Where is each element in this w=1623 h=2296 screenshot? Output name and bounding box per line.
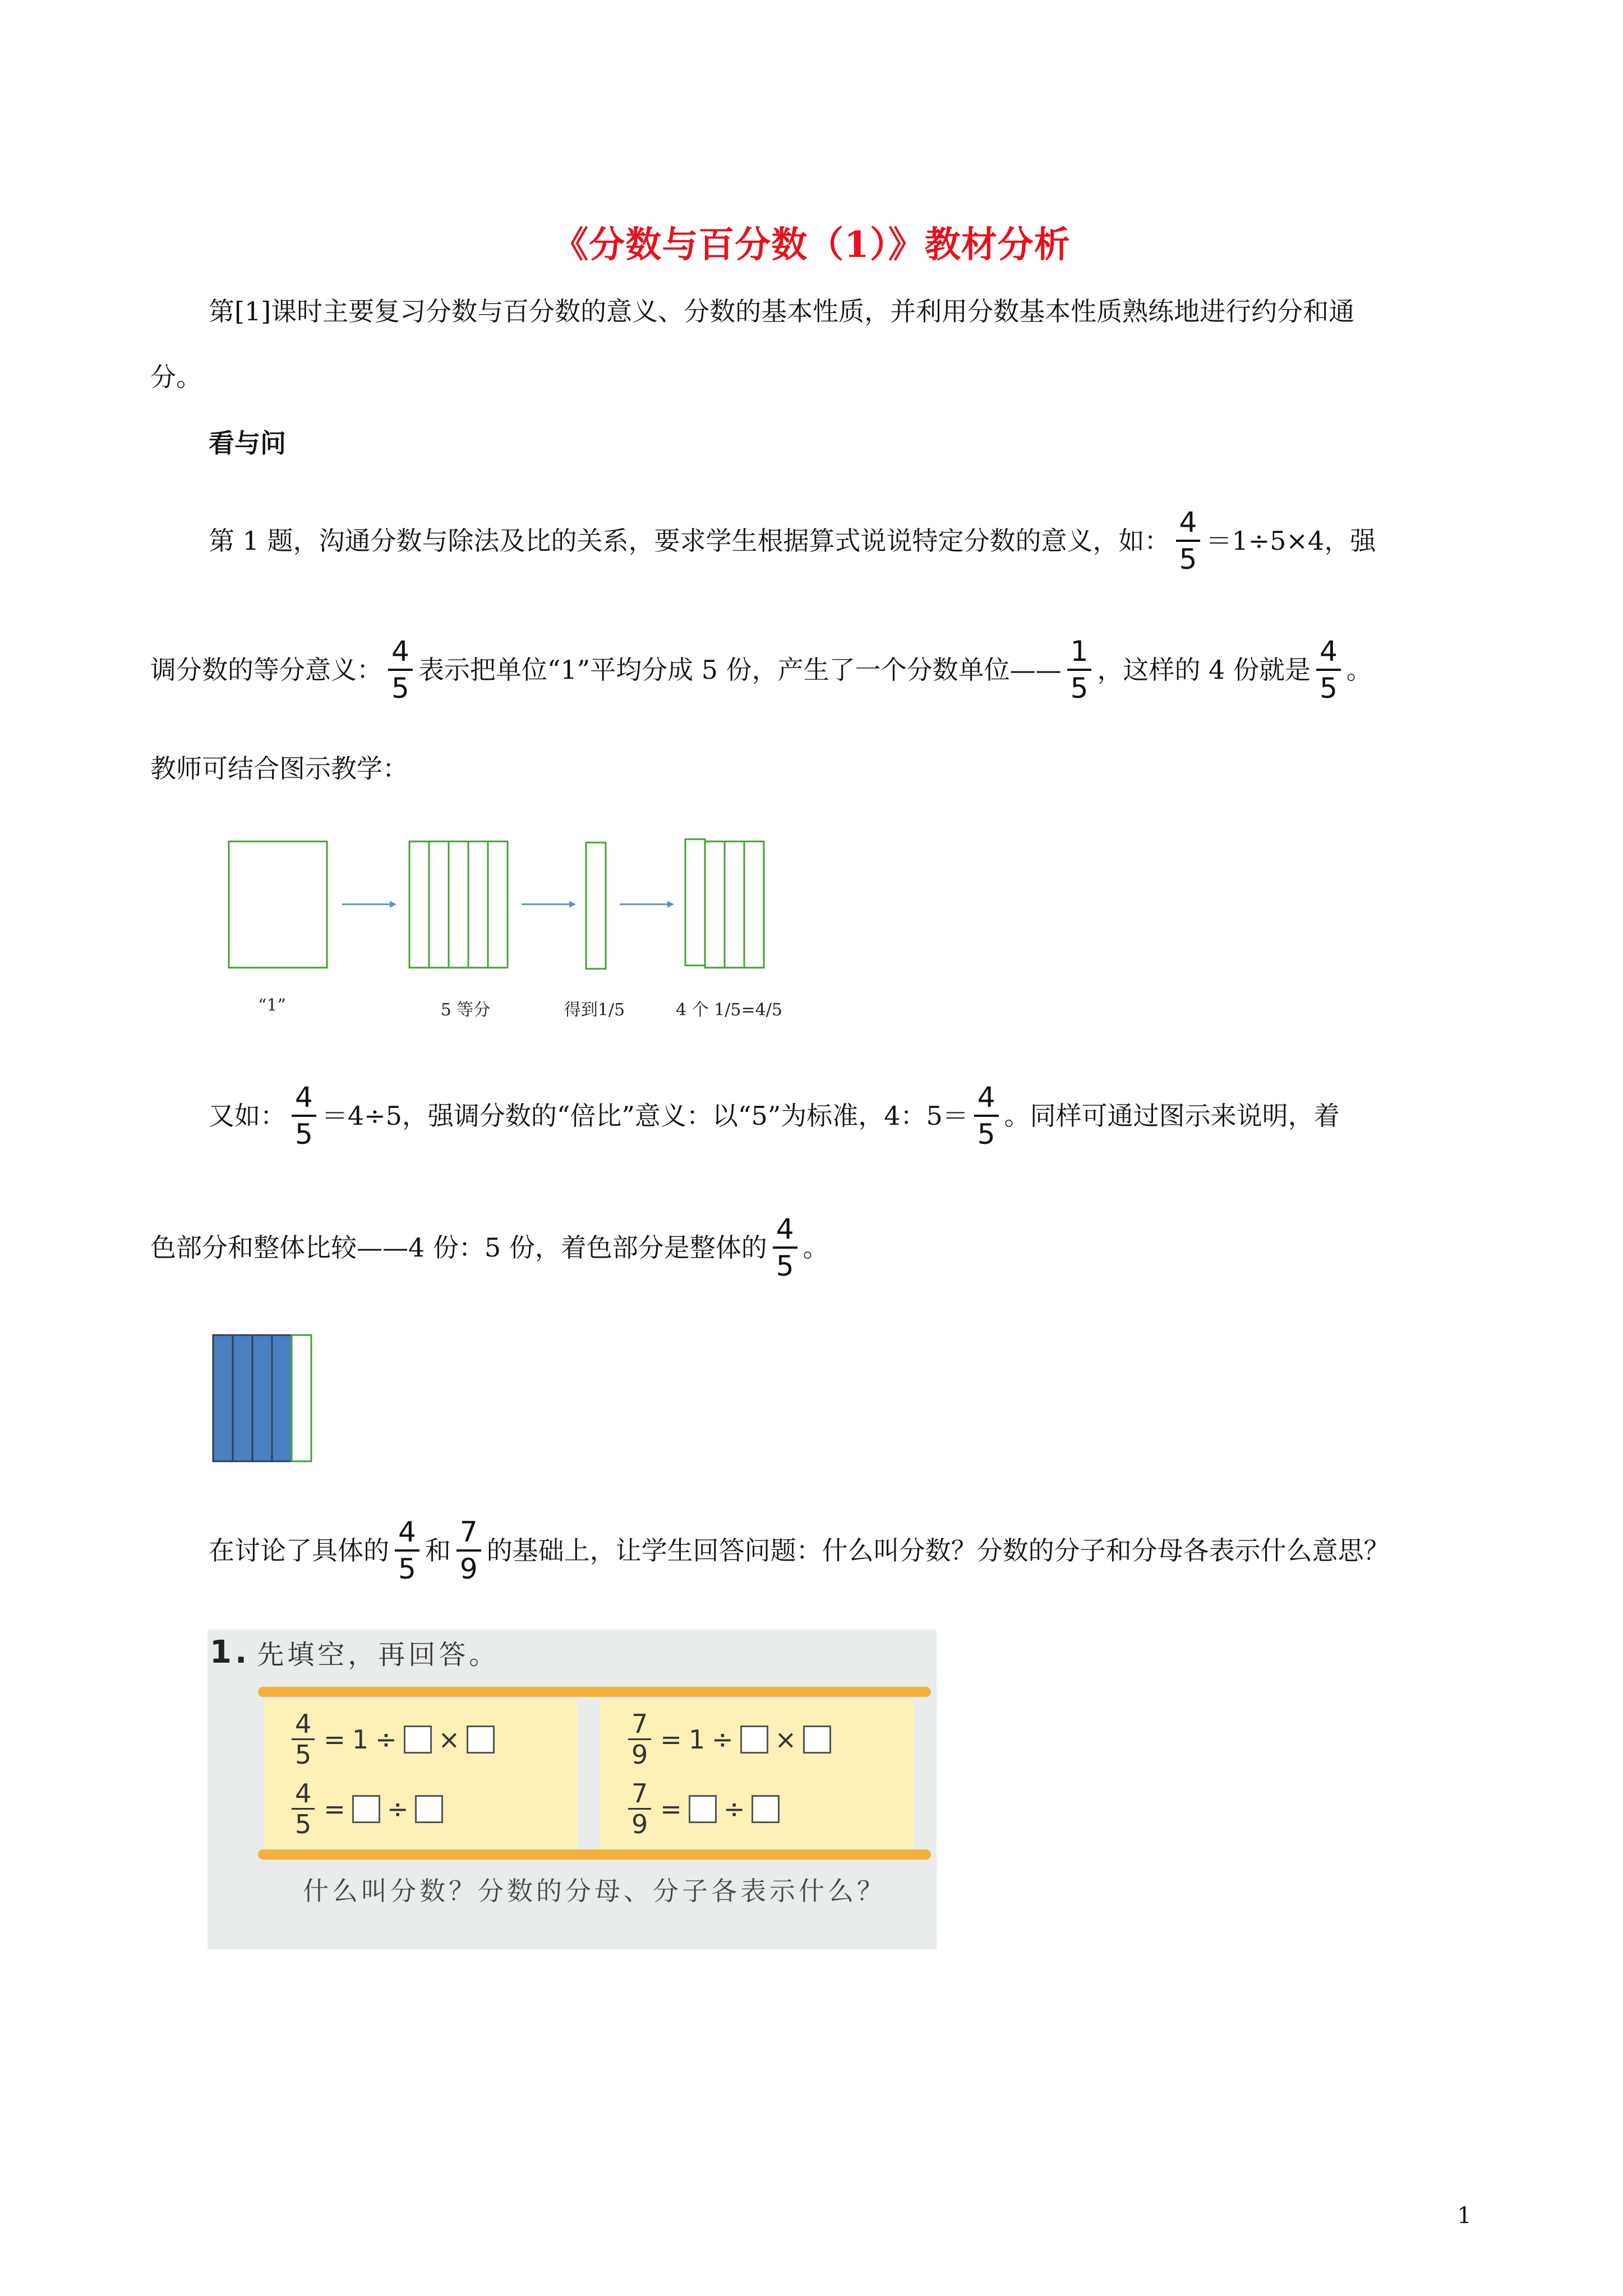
fraction-4-5 [974,1080,999,1152]
equals-sign: = [660,1724,682,1755]
intro-line-2: 分。 [150,362,202,392]
shaded-part [213,1335,233,1461]
q1-line-2 [150,634,1372,706]
discussion-text-a: 在讨论了具体的 [209,1535,389,1566]
denominator: 9 [459,1553,478,1585]
numerator: 7 [628,1779,651,1810]
one: 1 [352,1724,369,1755]
numerator: 7 [457,1515,481,1552]
equation-7-9-division [628,1779,783,1839]
numerator: 4 [292,1779,315,1810]
divide-sign: ÷ [375,1724,397,1755]
q1b-text-b: ＝4÷5，强调分数的“倍比”意义：以“5”为标准，4：5＝ [321,1101,969,1131]
numerator: 4 [1316,634,1341,671]
left-panel [264,1700,578,1849]
q1b-line-2 [150,1212,829,1283]
diagram-caption-5-parts: 5 等分 [440,1000,491,1020]
part-rect [488,841,508,968]
blank-box[interactable] [352,1795,380,1823]
whole-unit-rect [229,841,327,968]
q1-line-3: 教师可结合图示教学： [150,753,408,784]
discussion-text-c: 的基础上，让学生回答问题：什么叫分数？分数的分子和分母各表示什么意思？ [486,1535,1390,1566]
arrow-head [390,901,396,908]
blank-box[interactable] [689,1795,717,1823]
top-band [258,1687,931,1697]
unshaded-part [292,1335,311,1461]
numerator: 4 [1176,505,1201,542]
fraction-4-5 [773,1212,797,1283]
part-rect [449,841,468,968]
numerator: 4 [292,1709,315,1740]
section-heading: 看与问 [209,428,286,458]
fraction-7-9 [457,1515,481,1586]
q1-text-f: 。 [1346,655,1372,685]
exercise-question-text: 什么叫分数？分数的分母、分子各表示什么？ [303,1876,886,1906]
discussion-line [209,1515,1390,1586]
denominator: 5 [398,1553,416,1585]
numerator: 7 [628,1709,651,1740]
document-title: 《分数与百分数（1）》教材分析 [552,224,1071,266]
blank-box[interactable] [404,1726,432,1754]
denominator: 5 [1070,672,1089,705]
q1-text-d: 表示把单位“1”平均分成 5 份，产生了一个分数单位—— [418,655,1062,685]
q1-text-e: ，这样的 4 份就是 [1097,655,1311,685]
denominator: 5 [1179,543,1197,576]
arrow-head [569,901,576,908]
shaded-part [252,1335,272,1461]
fraction-4-5 [388,634,413,706]
numerator: 4 [773,1212,797,1249]
fraction-4-5 [292,1080,316,1152]
numerator: 4 [292,1080,316,1117]
denominator: 5 [295,1809,312,1839]
equals-sign: = [660,1793,682,1824]
blank-box[interactable] [740,1726,768,1754]
bottom-band [258,1849,931,1860]
part-rect [685,839,705,965]
fraction-4-5 [1176,505,1201,577]
blank-box[interactable] [467,1726,495,1754]
equation-4-5-division-times [292,1709,498,1769]
denominator: 5 [391,672,409,705]
exercise-number: 1. [210,1634,251,1671]
divide-sign: ÷ [712,1724,734,1755]
times-sign: × [774,1724,797,1755]
q1b-line-1 [209,1080,1340,1152]
shaded-part [272,1335,292,1461]
q1b-text-c: 。同样可通过图示来说明，着 [1004,1101,1340,1131]
one: 1 [688,1724,706,1755]
times-sign: × [438,1724,460,1755]
numerator: 4 [395,1515,419,1552]
exercise-question [208,1871,925,1911]
q1b-text-e: 。 [803,1232,829,1263]
single-fifth-rect [586,843,606,969]
denominator: 9 [631,1809,648,1839]
denominator: 5 [776,1250,794,1282]
fraction-division-diagram [213,836,808,987]
part-rect [744,841,764,968]
fraction-4-5 [395,1515,419,1586]
blank-box[interactable] [415,1795,443,1823]
numerator: 4 [974,1080,999,1117]
intro-line-1: 第[1]课时主要复习分数与百分数的意义、分数的基本性质，并利用分数基本性质熟练地进行约分和通 [209,296,1355,326]
equals-sign: = [324,1724,345,1755]
equals-sign: = [324,1793,345,1824]
q1-text-c: 调分数的等分意义： [150,655,382,685]
divide-sign: ÷ [723,1793,745,1824]
diagram-caption-whole: “1” [258,996,286,1015]
fraction-7-9 [628,1709,651,1769]
part-rect [725,841,744,968]
textbook-exercise-image [208,1630,937,1949]
part-rect [468,841,488,968]
denominator: 5 [295,1740,312,1770]
q1-line-1 [209,505,1376,577]
page-number: 1 [1457,2203,1472,2229]
exercise-instruction: 先填空，再回答。 [257,1639,500,1671]
shaded-part [233,1335,252,1461]
blank-box[interactable] [803,1726,831,1754]
fraction-7-9 [628,1779,651,1839]
shaded-four-fifths-diagram [210,1332,322,1467]
numerator: 4 [388,634,413,671]
diagram-caption-four-fifths: 4 个 1/5=4/5 [676,1000,782,1020]
blank-box[interactable] [751,1795,780,1823]
equation-4-5-division [292,1779,446,1839]
part-rect [429,841,449,968]
diagram-caption-one-fifth: 得到1/5 [564,1000,625,1020]
right-panel [600,1700,914,1849]
part-rect [705,841,725,968]
denominator: 5 [295,1118,313,1151]
fraction-1-5 [1067,634,1092,706]
divide-sign: ÷ [386,1793,409,1824]
fraction-4-5 [1316,634,1341,706]
fraction-4-5 [292,1709,315,1769]
equation-7-9-division-times [628,1709,834,1769]
numerator: 1 [1067,634,1092,671]
denominator: 5 [1319,672,1338,705]
fraction-4-5 [292,1779,315,1839]
denominator: 5 [977,1118,995,1151]
exercise-heading [208,1630,937,1674]
q1-text-b: ＝1÷5×4，强 [1206,526,1376,556]
q1b-text-d: 色部分和整体比较——4 份：5 份，着色部分是整体的 [150,1232,767,1263]
q1b-text-a: 又如： [209,1101,286,1131]
discussion-text-b: 和 [425,1535,451,1566]
denominator: 9 [631,1740,648,1770]
arrow-head [667,901,674,908]
q1-text-a: 第 1 题，沟通分数与除法及比的关系，要求学生根据算式说说特定分数的意义，如： [209,526,1170,556]
part-rect [409,841,429,968]
